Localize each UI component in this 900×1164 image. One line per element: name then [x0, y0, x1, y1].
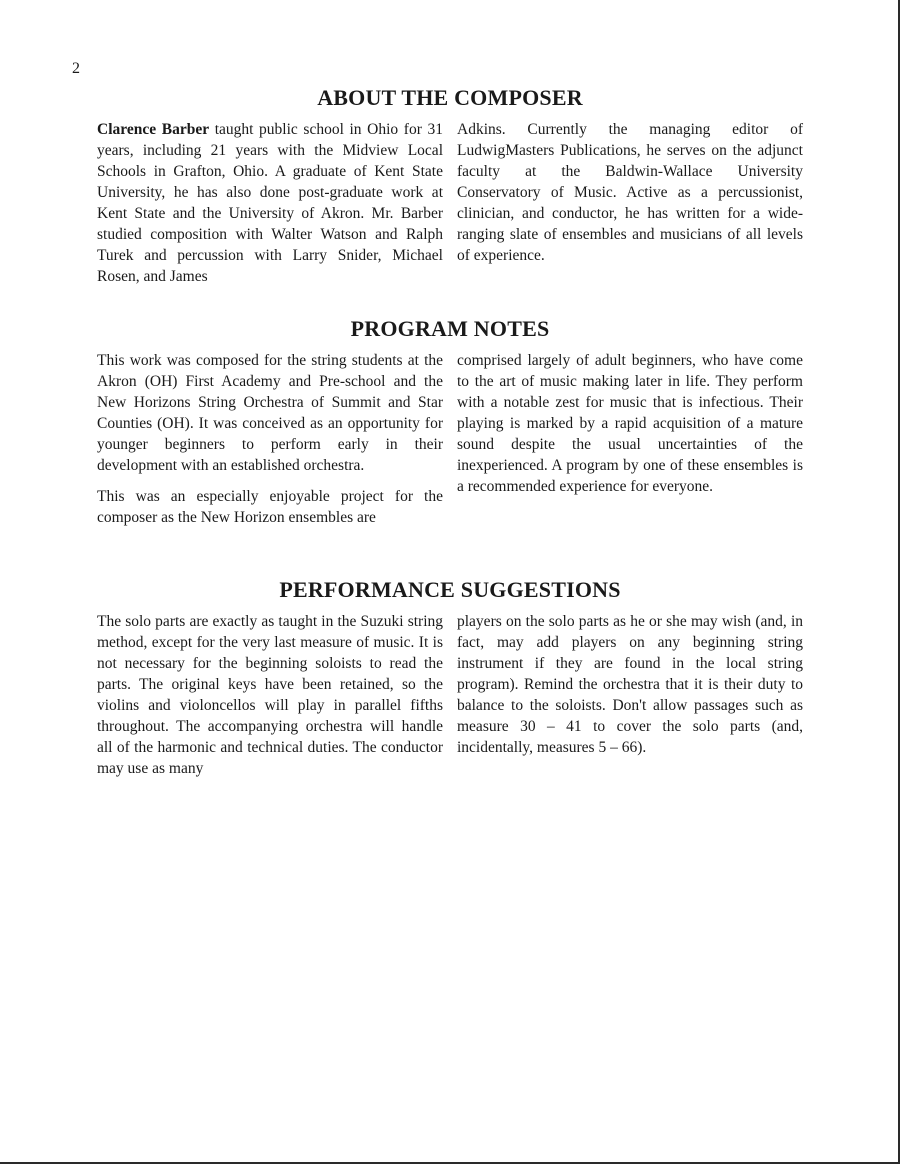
program-notes-title: PROGRAM NOTES: [350, 316, 550, 341]
composer-bio-text: taught public school in Ohio for 31 years, including 21 years with the Midview Local Schools in Grafton, Ohio. A graduate of Kent State University, he has also done post-graduate work at Kent State and the University of Akron. Mr. Barber studied composition with Walter Watson and Ralph Turek and percussion with Larry Snider, Michael Rosen, and James: [97, 121, 443, 285]
composer-name: Clarence Barber: [97, 121, 210, 138]
performance-left-column: [97, 611, 443, 789]
composer-section-title: ABOUT THE COMPOSER: [317, 85, 583, 110]
program-notes-left-column: [97, 350, 443, 538]
composer-right-column: [457, 119, 803, 276]
page-number: 2: [72, 60, 80, 77]
program-notes-right-column: [457, 350, 803, 507]
composer-left-column: [97, 119, 443, 297]
composer-bio-paragraph: [97, 119, 443, 287]
program-notes-paragraph-1: This work was composed for the string students at the Akron (OH) First Academy and Pre-school and the New Horizons String Orchestra of Summit and Star Counties (OH). It was conceived as an opportunity for younger beginners to perform early in their development with an established orchestra.: [97, 352, 443, 474]
performance-suggestions-title: PERFORMANCE SUGGESTIONS: [279, 577, 621, 602]
performance-paragraph: The solo parts are exactly as taught in the Suzuki string method, except for the very last measure of music. It is not necessary for the beginning soloists to read the parts. The original keys have been retained, so the violins and violoncellos will play in parallel fifths throughout. The accompanying orchestra will handle all of the harmonic and technical duties. The conductor may use as many: [97, 613, 443, 777]
performance-paragraph-continued: players on the solo parts as he or she may wish (and, in fact, may add players on any beginning string instrument if they are found in the local string program). Remind the orchestra that it is their duty to balance to the soloists. Don't allow passages such as measure 30 – 41 to cover the solo parts (and, incidentally, measures 5 – 66).: [457, 613, 803, 756]
performance-right-column: [457, 611, 803, 768]
program-notes-paragraph-continued: comprised largely of adult beginners, who have come to the art of music making later in life. They perform with a notable zest for music that is infectious. Their playing is marked by a rapid acquisition of a mature sound despite the usual uncertainties of the inexperienced. A program by one of these ensembles is a recommended experience for everyone.: [457, 352, 803, 495]
program-notes-paragraph-2: This was an especially enjoyable project for the composer as the New Horizon ensembles are: [97, 488, 443, 526]
composer-bio-continued: Adkins. Currently the managing editor of LudwigMasters Publications, he serves on the adjunct faculty at the Baldwin-Wallace University Conservatory of Music. Active as a percussionist, clinician, and conductor, he has written for a wide-ranging slate of ensembles and musicians of all levels of experience.: [457, 121, 803, 264]
